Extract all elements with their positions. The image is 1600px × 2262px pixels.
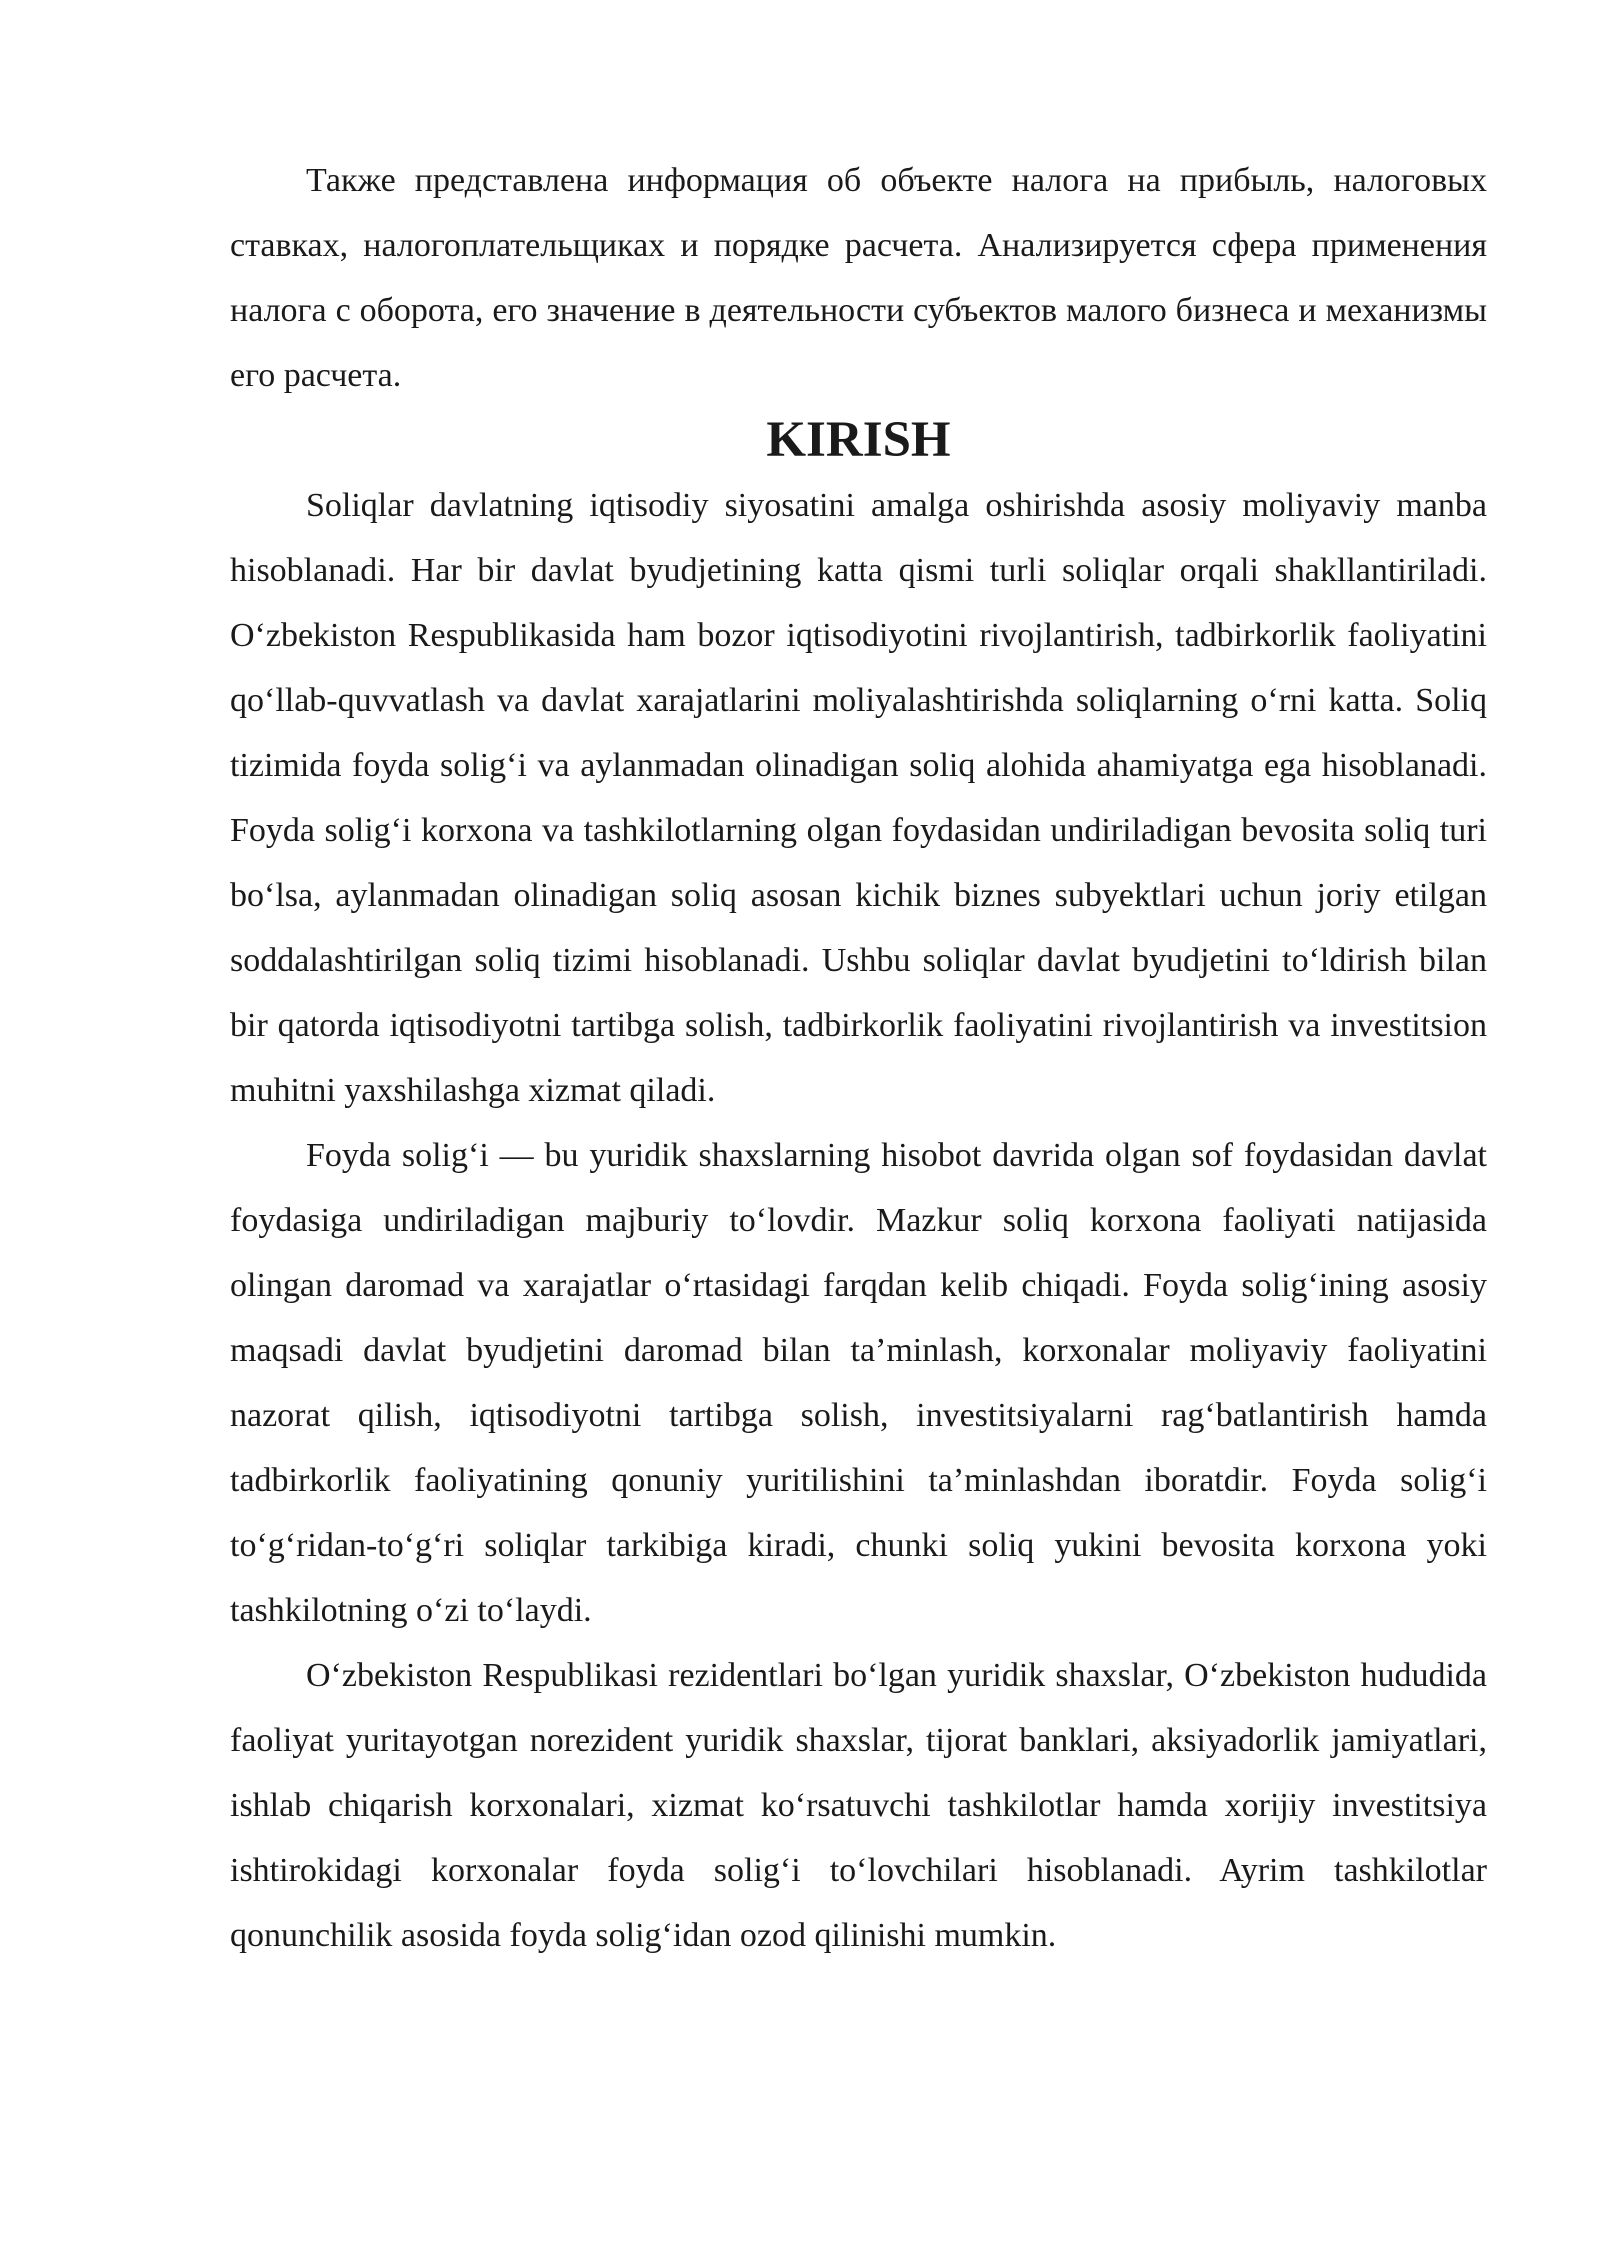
- paragraph: O‘zbekiston Respublikasi rezidentlari bo‘lgan yuridik shaxslar, O‘zbekiston hududida faoliyat yuritayotgan norezident yuridik shaxslar, tijorat banklari, aksiyadorlik jamiyatlari, ishlab chiqarish korxonalari, xizmat ko‘rsatuvchi tashkilotlar hamda xorijiy investitsiya ishtirokidagi korxonalar foyda solig‘i to‘lovchilari hisoblanadi. Ayrim tashkilotlar qonunchilik asosida foyda solig‘idan ozod qilinishi mumkin.: [230, 1657, 1487, 1954]
- paragraph: Foyda solig‘i — bu yuridik shaxslarning hisobot davrida olgan sof foydasidan davlat foydasiga undiriladigan majburiy to‘lovdir. Mazkur soliq korxona faoliyati natijasida olingan daromad va xarajatlar o‘rtasidagi farqdan kelib chiqadi. Foyda solig‘ining asosiy maqsadi davlat byudjetini daromad bilan ta’minlash, korxonalar moliyaviy faoliyatini nazorat qilish, iqtisodiyotni tartibga solish, investitsiyalarni rag‘batlantirish hamda tadbirkorlik faoliyatining qonuniy yuritilishini ta’minlashdan iboratdir. Foyda solig‘i to‘g‘ridan-to‘g‘ri soliqlar tarkibiga kiradi, chunki soliq yukini bevosita korxona yoki tashkilotning o‘zi to‘laydi.: [230, 1137, 1487, 1629]
- paragraph: Soliqlar davlatning iqtisodiy siyosatini amalga oshirishda asosiy moliyaviy manba hisoblanadi. Har bir davlat byudjetining katta qismi turli soliqlar orqali shakllantiriladi. O‘zbekiston Respublikasida ham bozor iqtisodiyotini rivojlantirish, tadbirkorlik faoliyatini qo‘llab-quvvatlash va davlat xarajatlarini moliyalashtirishda soliqlarning o‘rni katta. Soliq tizimida foyda solig‘i va aylanmadan olinadigan soliq alohida ahamiyatga ega hisoblanadi. Foyda solig‘i korxona va tashkilotlarning olgan foydasidan undiriladigan bevosita soliq turi bo‘lsa, aylanmadan olinadigan soliq asosan kichik biznes subyektlari uchun joriy etilgan soddalashtirilgan soliq tizimi hisoblanadi. Ushbu soliqlar davlat byudjetini to‘ldirish bilan bir qatorda iqtisodiyotni tartibga solish, tadbirkorlik faoliyatini rivojlantirish va investitsion muhitni yaxshilashga xizmat qiladi.: [230, 487, 1487, 1109]
- paragraph-intro: Также представлена информация об объекте налога на прибыль, налоговых ставках, налогоплательщиках и порядке расчета. Анализируется сфера применения налога с оборота, его значение в деятельности субъектов малого бизнеса и механизмы его расчета.: [230, 162, 1487, 394]
- section-heading: KIRISH: [766, 412, 951, 468]
- document-page: [230, 148, 1487, 1968]
